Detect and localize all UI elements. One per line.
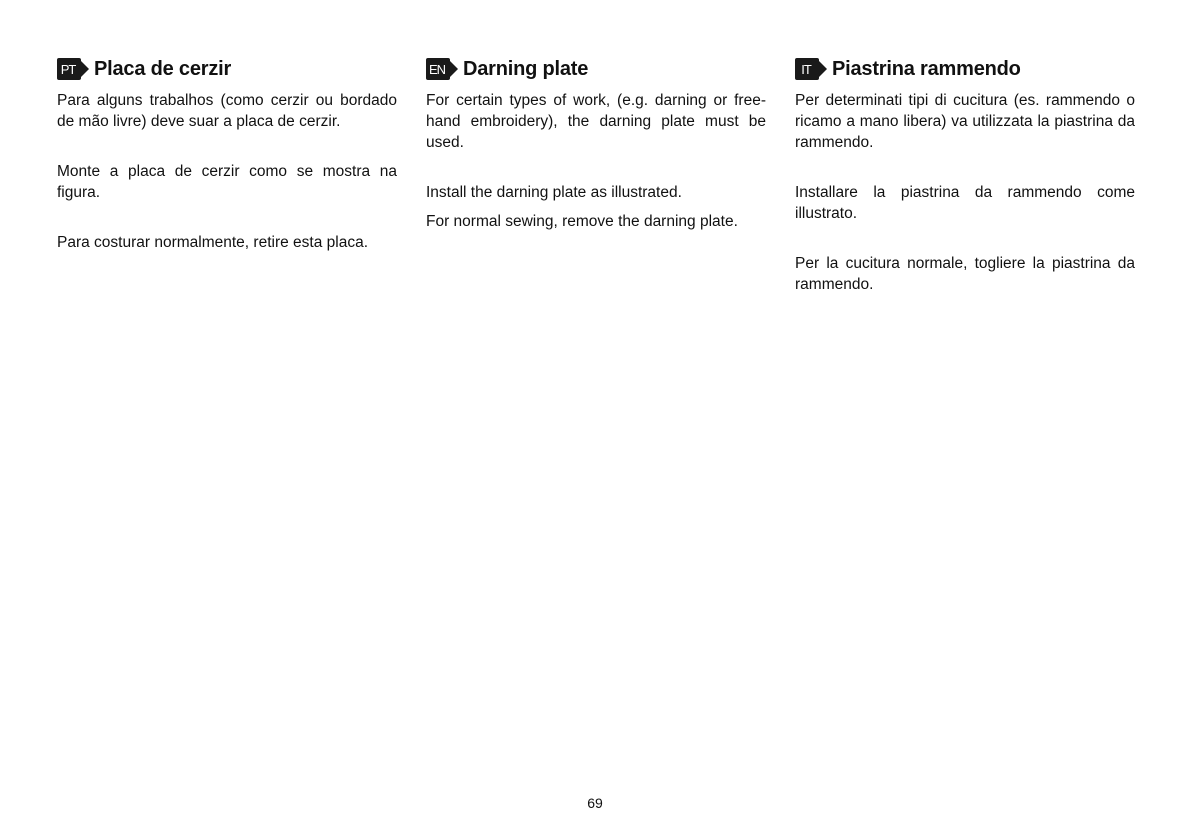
section-title-en: Darning plate — [463, 57, 589, 80]
paragraph-en-1: For certain types of work, (e.g. darning or free-hand embroidery), the darning plate must be used. — [426, 92, 766, 151]
language-badge-pt: PT — [57, 58, 81, 80]
paragraph-en-3: For normal sewing, remove the darning plate. — [426, 213, 738, 230]
section-heading-pt — [57, 56, 397, 82]
section-heading-en — [426, 56, 766, 82]
language-badge-it: IT — [795, 58, 819, 80]
section-english — [426, 56, 766, 232]
page-number: 69 — [587, 795, 603, 811]
paragraph-it-2: Installare la piastrina da rammendo come illustrato. — [795, 184, 1135, 222]
paragraph-pt-2: Monte a placa de cerzir como se mostra na figura. — [57, 163, 397, 201]
section-title-it: Piastrina rammendo — [832, 57, 1021, 80]
section-italian — [795, 56, 1135, 295]
paragraph-pt-3: Para costurar normalmente, retire esta placa. — [57, 234, 368, 251]
paragraph-it-1: Per determinati tipi di cucitura (es. rammendo o ricamo a mano libera) va utilizzata la piastrina da rammendo. — [795, 92, 1135, 151]
section-title-pt: Placa de cerzir — [94, 57, 232, 80]
paragraph-en-2: Install the darning plate as illustrated. — [426, 184, 682, 201]
language-badge-en: EN — [426, 58, 450, 80]
paragraph-it-3: Per la cucitura normale, togliere la piastrina da rammendo. — [795, 255, 1135, 293]
section-heading-it — [795, 56, 1135, 82]
paragraph-pt-1: Para alguns trabalhos (como cerzir ou bordado de mão livre) deve suar a placa de cerzir. — [57, 92, 397, 130]
section-portuguese — [57, 56, 397, 253]
